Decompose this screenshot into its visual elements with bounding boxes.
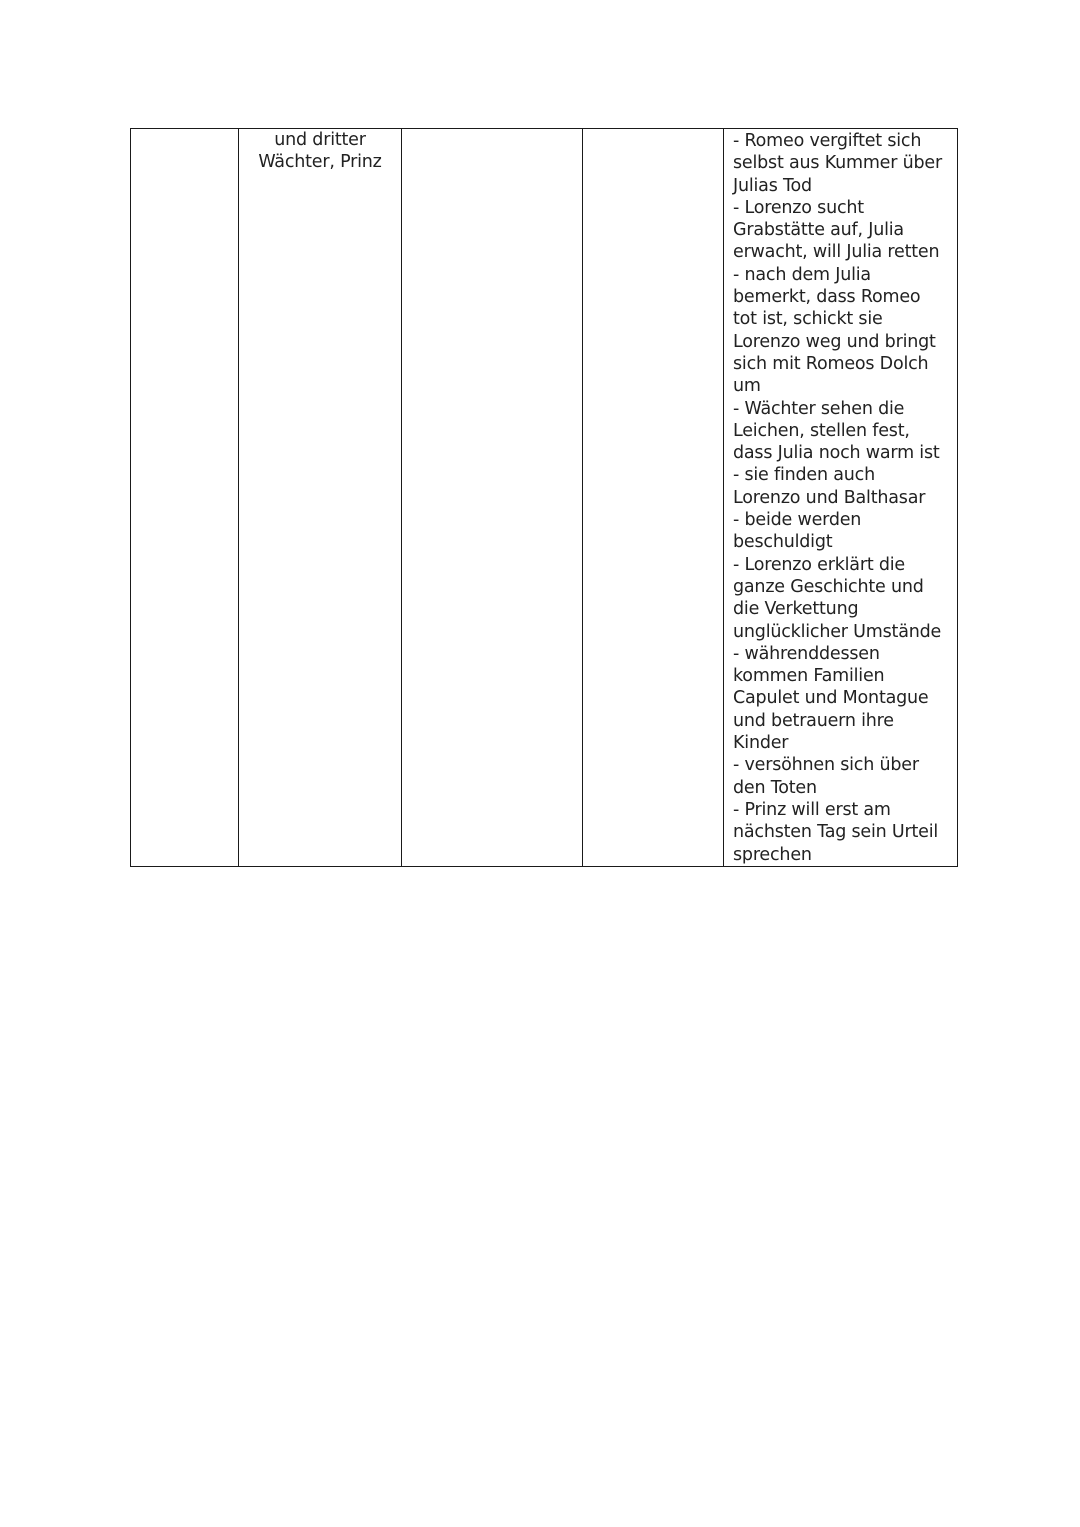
event-line: - versöhnen sich über — [733, 755, 919, 776]
table-cell-events — [724, 129, 958, 867]
table-cell-roles — [239, 129, 402, 867]
table-cell-empty-4 — [583, 129, 724, 867]
event-line: um — [733, 376, 761, 397]
event-line: selbst aus Kummer über — [733, 153, 942, 174]
event-line: - nach dem Julia — [733, 264, 871, 285]
event-line: - beide werden — [733, 510, 862, 531]
event-line: dass Julia noch warm ist — [733, 443, 940, 464]
event-line: - Lorenzo sucht — [733, 197, 864, 218]
event-line: tot ist, schickt sie — [733, 309, 883, 330]
event-line: Julias Tod — [733, 175, 812, 196]
event-line: - Lorenzo erklärt die — [733, 554, 905, 575]
event-line: sprechen — [733, 844, 812, 865]
event-line: - währenddessen — [733, 643, 880, 664]
event-line: erwacht, will Julia retten — [733, 242, 940, 263]
event-line: kommen Familien — [733, 666, 885, 687]
event-line: bemerkt, dass Romeo — [733, 287, 921, 308]
event-line: den Toten — [733, 777, 817, 798]
event-line: ganze Geschichte und — [733, 576, 924, 597]
event-line: Lorenzo und Balthasar — [733, 487, 926, 508]
table-cell-empty-1 — [131, 129, 239, 867]
event-line: - sie finden auch — [733, 465, 875, 486]
scene-summary-table — [130, 128, 958, 867]
event-line: die Verkettung — [733, 599, 859, 620]
event-line: und betrauern ihre — [733, 710, 894, 731]
event-line: - Romeo vergiftet sich — [733, 131, 922, 151]
event-line: Lorenzo weg und bringt — [733, 331, 936, 352]
roles-line: Wächter, Prinz — [258, 152, 382, 173]
event-line: - Wächter sehen die — [733, 398, 905, 419]
event-line: Kinder — [733, 733, 789, 754]
event-line: beschuldigt — [733, 532, 833, 553]
event-line: unglücklicher Umstände — [733, 621, 942, 642]
event-line: Grabstätte auf, Julia — [733, 220, 904, 241]
table-row — [131, 129, 958, 867]
events-list — [724, 129, 957, 866]
event-line: nächsten Tag sein Urteil — [733, 822, 939, 843]
event-line: - Prinz will erst am — [733, 799, 891, 820]
event-line: Leichen, stellen fest, — [733, 420, 910, 441]
event-line: sich mit Romeos Dolch — [733, 353, 929, 374]
roles-line: und dritter — [274, 130, 366, 150]
event-line: Capulet und Montague — [733, 688, 929, 709]
table-cell-empty-3 — [402, 129, 583, 867]
